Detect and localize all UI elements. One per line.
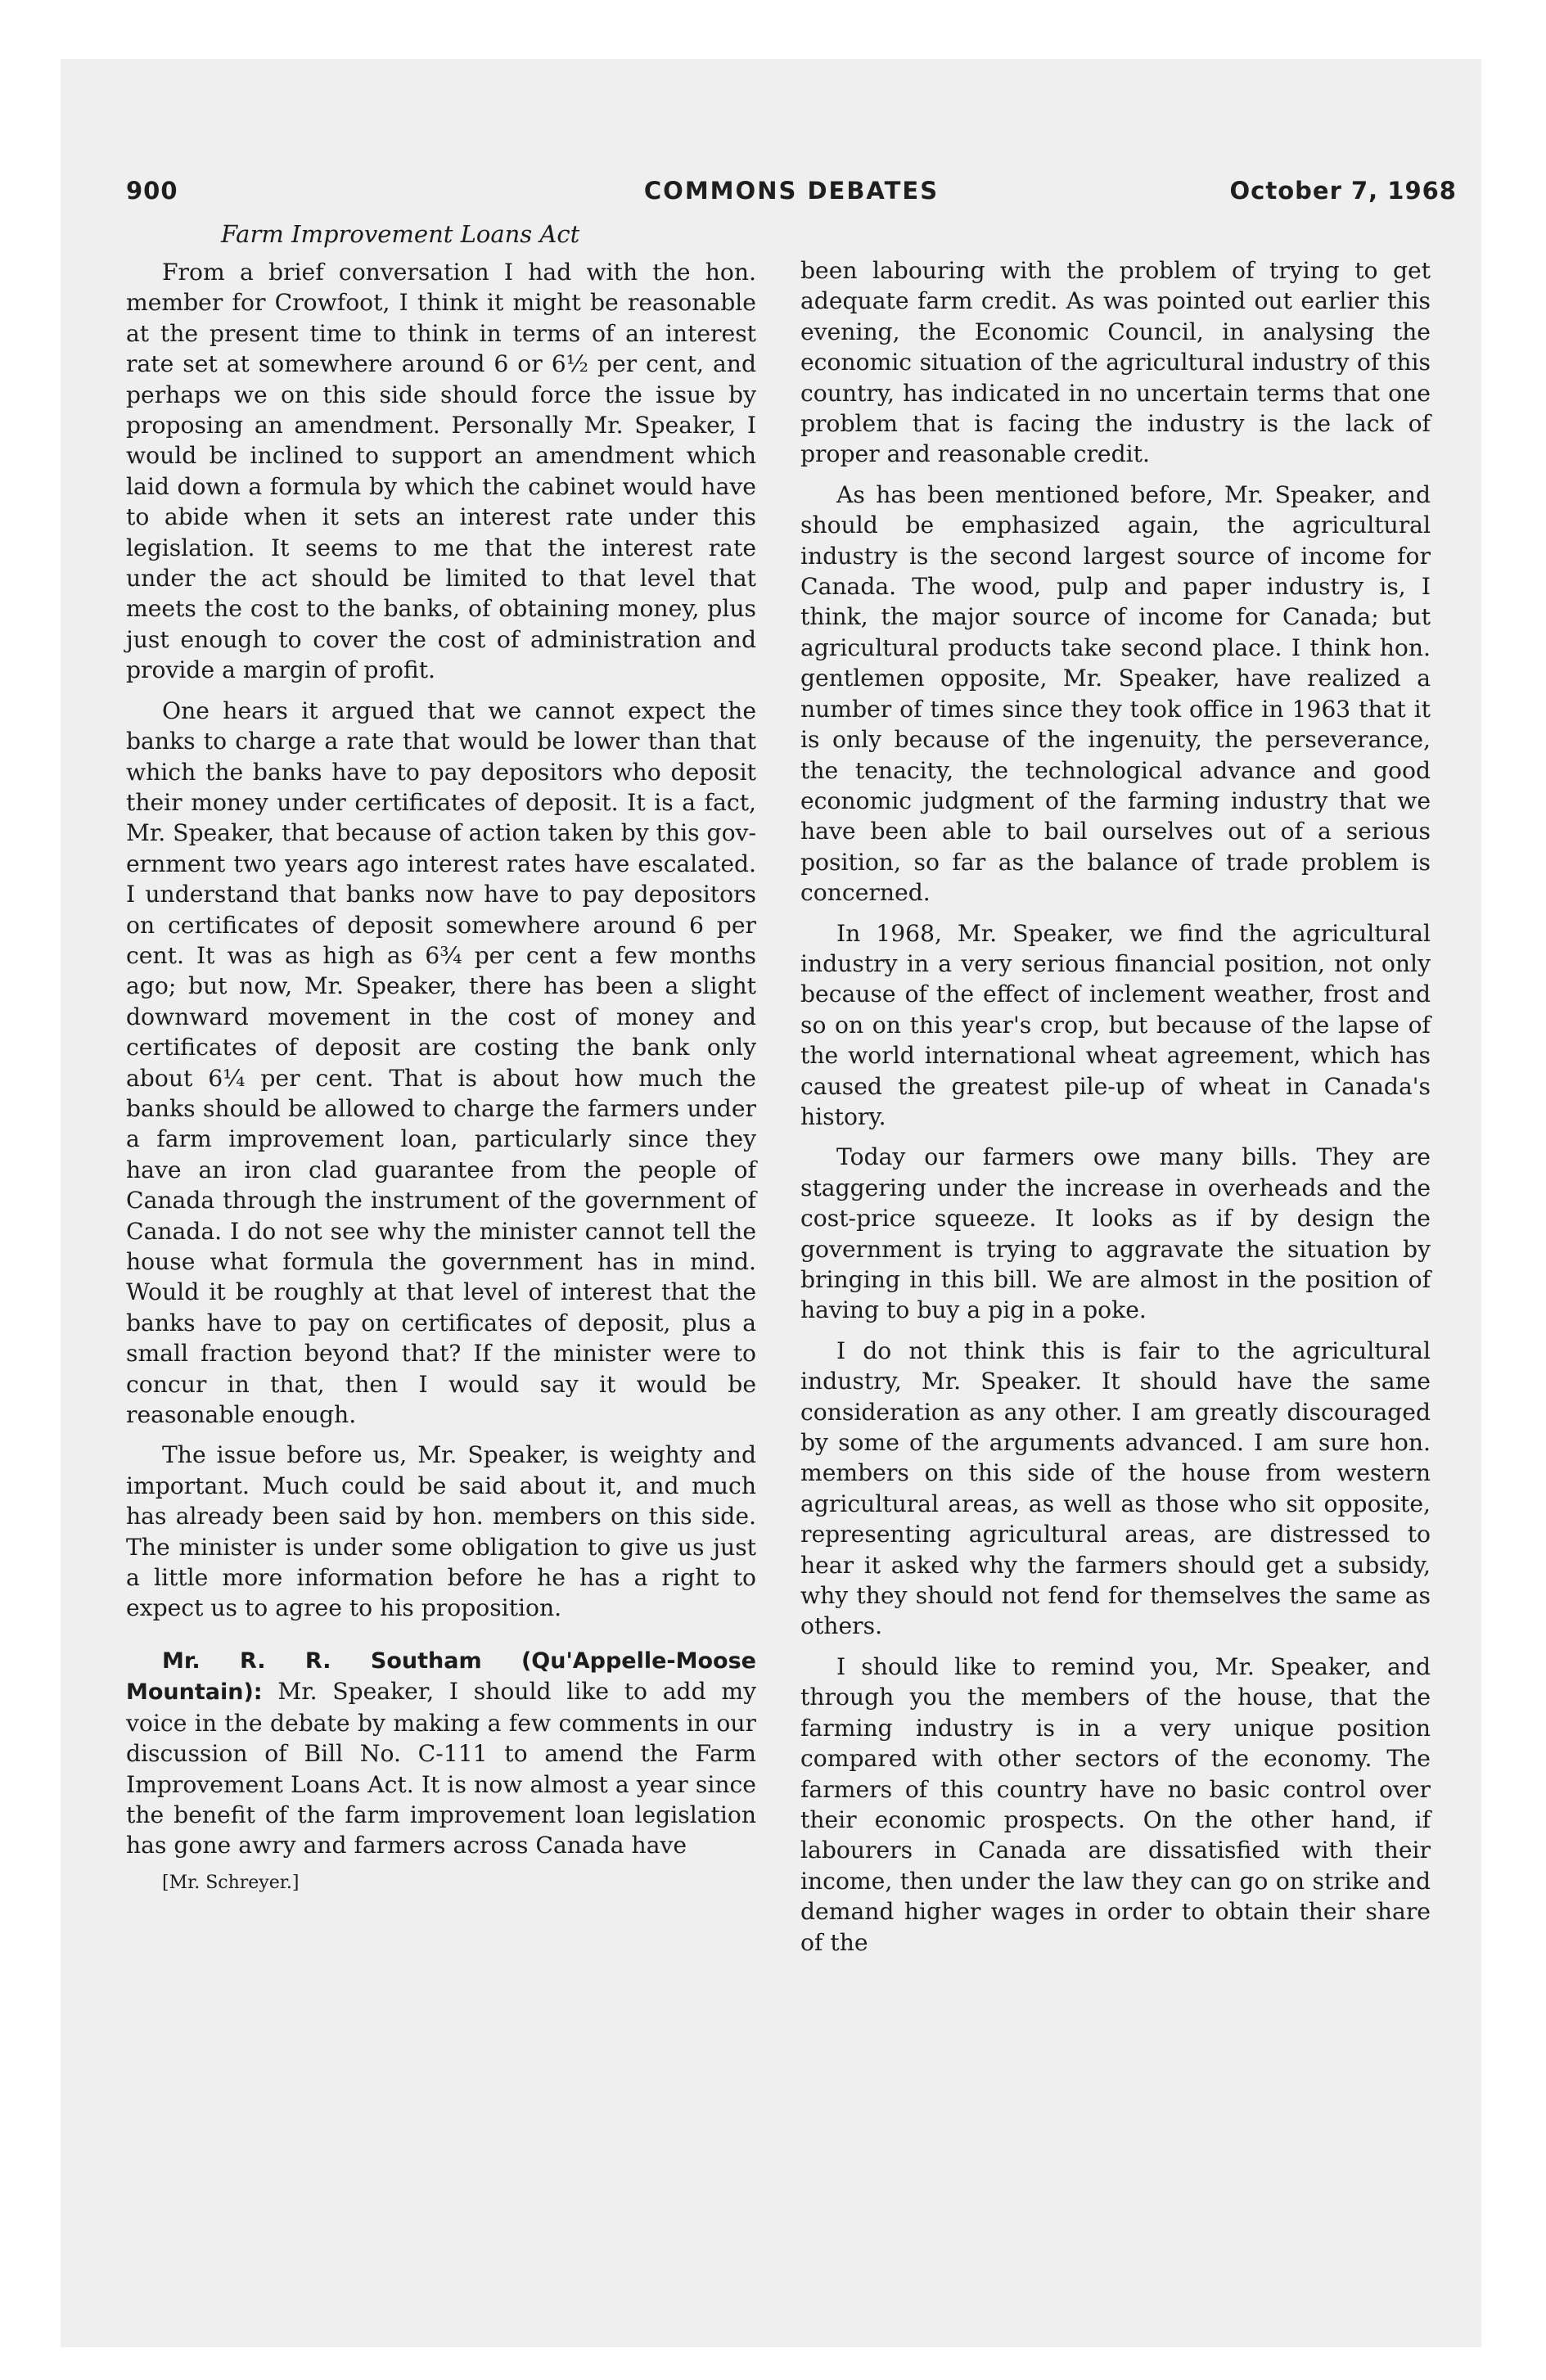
paragraph: One hears it argued that we cannot expect the banks to charge a rate that would be lower than that which the banks have to pay depositors who deposit their money under certificates of deposit. It is a fact, Mr. Speaker, that because of action taken by this government two years ago interest rates have escalated. I understand that banks now have to pay depositors on certificates of deposit somewhere around 6 per cent. It was as high as 6¾ per cent a few months ago; but now, Mr. Speaker, there has been a slight downward movement in the cost of money and certificates of deposit are costing the bank only about 6¼ per cent. That is about how much the banks should be allowed to charge the farmers under a farm improvement loan, particularly since they have an iron clad guarantee from the people of Canada through the instrument of the government of Canada. I do not see why the minister cannot tell the house what formula the government has in mind. Would it be roughly at that level of interest that the banks have to pay on certificates of deposit, plus a small fraction beyond that? If the minister were to concur in that, then I would say it would be reasonable enough.	[126, 696, 756, 1429]
paragraph: In 1968, Mr. Speaker, we find the agricultural industry in a very serious financial position, not only because of the effect of inclement weather, frost and so on on this year's crop, but because of the lapse of the world international wheat agreement, which has caused the greatest pile-up of wheat in Canada's history.	[800, 919, 1431, 1130]
speech-paragraph	[126, 1645, 756, 1861]
speech-text: Mr. Speaker, I should like to add my voice in the debate by making a few comments in our discussion of Bill No. C-111 to amend the Farm Improvement Loans Act. It is now almost a year since the benefit of the farm improvement loan legislation has gone awry and farmers across Canada have	[126, 1678, 756, 1859]
paragraph: From a brief conversation I had with the hon. member for Crowfoot, I think it might be reasonable at the present time to think in terms of an interest rate set at somewhere around 6 or 6½ per cent, and perhaps we on this side should force the issue by proposing an amendment. Personally Mr. Speaker, I would be inclined to support an amendment which laid down a formula by which the cabinet would have to abide when it sets an interest rate under this legislation. It seems to me that the interest rate under the act should be limited to that level that meets the cost to the banks, of obtaining money, plus just enough to cover the cost of administration and provide a margin of profit.	[126, 259, 756, 684]
page-date: October 7, 1968	[1229, 177, 1457, 205]
page-header	[126, 177, 1457, 216]
right-column	[800, 255, 1431, 1958]
paragraph: been labouring with the problem of trying to get adequate farm credit. As was pointed out earlier this evening, the Economic Council, in analysing the economic situation of the agricultural industry of this country, has indicated in no uncertain terms that one problem that is facing the industry is the lack of proper and reasonable credit.	[800, 257, 1431, 468]
paragraph: The issue before us, Mr. Speaker, is weighty and important. Much could be said about it, and much has already been said by hon. members on this side. The minister is under some obligation to give us just a little more information before he has a right to expect us to agree to his proposition.	[126, 1441, 756, 1622]
paragraph: As has been mentioned before, Mr. Speaker, and should be emphasized again, the agricultural industry is the second largest source of income for Canada. The wood, pulp and paper industry is, I think, the major source of income for Canada; but agricultural products take second place. I think hon. gentlemen opposite, Mr. Speaker, have realized a number of times since they took office in 1963 that it is only because of the ingenuity, the perseverance, the tenacity, the technological advance and good economic judgment of the farming industry that we have been able to bail ourselves out of a serious position, so far as the balance of trade problem is concerned.	[800, 480, 1431, 907]
paragraph: I should like to remind you, Mr. Speaker, and through you the members of the house, that the farming industry is in a very unique position compared with other sectors of the economy. The farmers of this country have no basic control over their economic prospects. On the other hand, if labourers in Canada are dissatisfied with their income, then under the law they can go on strike and demand higher wages in order to obtain their share of the	[800, 1652, 1431, 1956]
footer-note: [Mr. Schreyer.]	[162, 1872, 300, 1893]
speaker-name: Mr. R. R. Southam (Qu'Appelle-Moose Mountain):	[126, 1648, 756, 1706]
left-column	[126, 216, 756, 1895]
paragraph: Today our farmers owe many bills. They are staggering under the increase in overheads and the cost-price squeeze. It looks as if by design the government is trying to aggravate the situation by bringing in this bill. We are almost in the position of having to buy a pig in a poke.	[800, 1143, 1431, 1324]
page-number: 900	[126, 177, 178, 205]
running-title: Farm Improvement Loans Act	[221, 220, 580, 248]
publication-title: COMMONS DEBATES	[643, 177, 940, 205]
paragraph: I do not think this is fair to the agricultural industry, Mr. Speaker. It should have the same consideration as any other. I am greatly discouraged by some of the arguments advanced. I am sure hon. members on this side of the house from western agricultural areas, as well as those who sit opposite, representing agricultural areas, are distressed to hear it asked why the farmers should get a subsidy, why they should not fend for themselves the same as others.	[800, 1336, 1431, 1640]
